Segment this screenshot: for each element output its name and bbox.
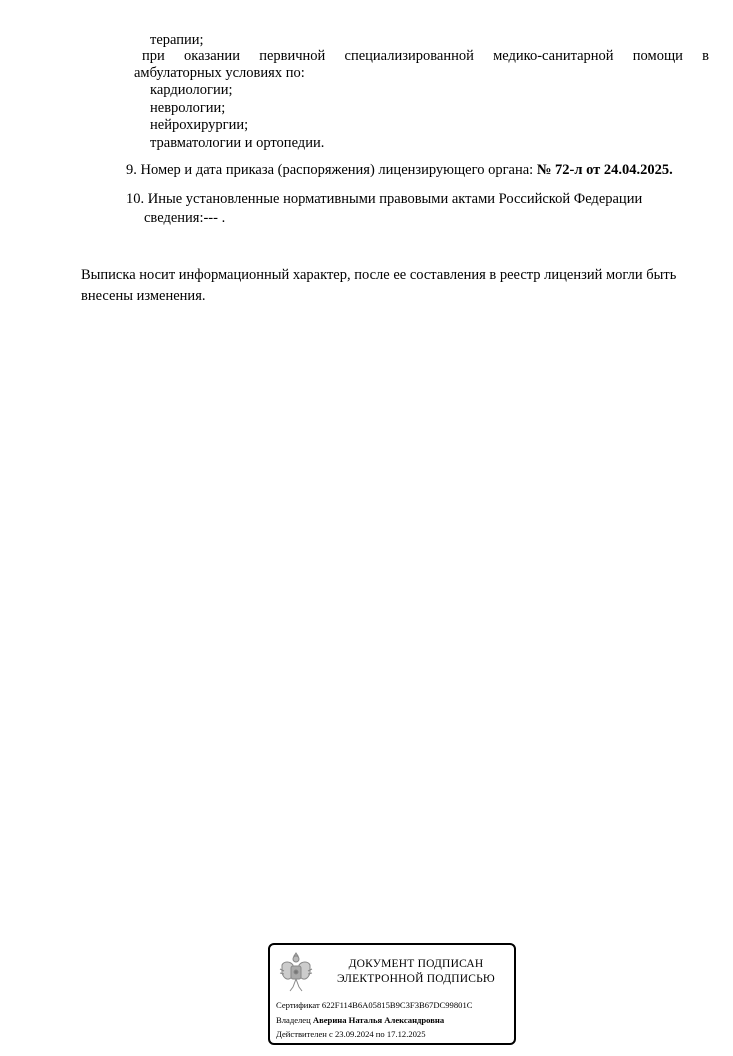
specialty-item: травматологии и ортопедии. [150, 135, 325, 151]
certificate-line [276, 1000, 472, 1011]
word: медико-санитарной [493, 48, 614, 64]
disclaimer-line2: внесены изменения. [81, 288, 206, 304]
word: специализированной [344, 48, 474, 64]
specialty-item: неврологии; [150, 100, 226, 116]
item-10-line2: сведения:--- . [144, 210, 226, 226]
word: первичной [259, 48, 326, 64]
outpatient-intro-line [142, 48, 709, 65]
therapy-line: терапии; [150, 32, 204, 48]
specialty-item: кардиологии; [150, 82, 233, 98]
item-9-value: № 72-л от 24.04.2025. [536, 162, 673, 178]
outpatient-intro-tail: амбулаторных условиях по: [134, 65, 305, 81]
word: при [142, 48, 165, 64]
item-9-label: 9. Номер и дата приказа (распоряжения) лицензирующего органа: [126, 162, 537, 178]
word: оказании [184, 48, 240, 64]
stamp-title-line1: ДОКУМЕНТ ПОДПИСАН [348, 958, 484, 970]
stamp-title [318, 957, 514, 987]
stamp-title-line2: ЭЛЕКТРОННОЙ ПОДПИСЬЮ [337, 973, 495, 985]
word: в [702, 48, 709, 64]
electronic-signature-stamp [268, 943, 516, 1045]
validity-line: Действителен с 23.09.2024 по 17.12.2025 [276, 1029, 426, 1039]
item-9-order [126, 162, 673, 179]
word: помощи [632, 48, 683, 64]
certificate-value: 622F114B6A05815B9C3F3B67DC99801C [321, 1000, 473, 1010]
specialty-item: нейрохирургии; [150, 117, 249, 133]
coat-of-arms-icon [278, 951, 314, 995]
owner-label: Владелец [276, 1015, 313, 1025]
item-10-line1: 10. Иные установленные нормативными правовыми актами Российской Федерации [126, 191, 643, 207]
disclaimer-line1: Выписка носит информационный характер, после ее составления в реестр лицензий могли быть [81, 267, 677, 283]
certificate-label: Сертификат [276, 1000, 322, 1010]
owner-value: Аверина Наталья Александровна [312, 1015, 445, 1025]
owner-line [276, 1015, 444, 1026]
